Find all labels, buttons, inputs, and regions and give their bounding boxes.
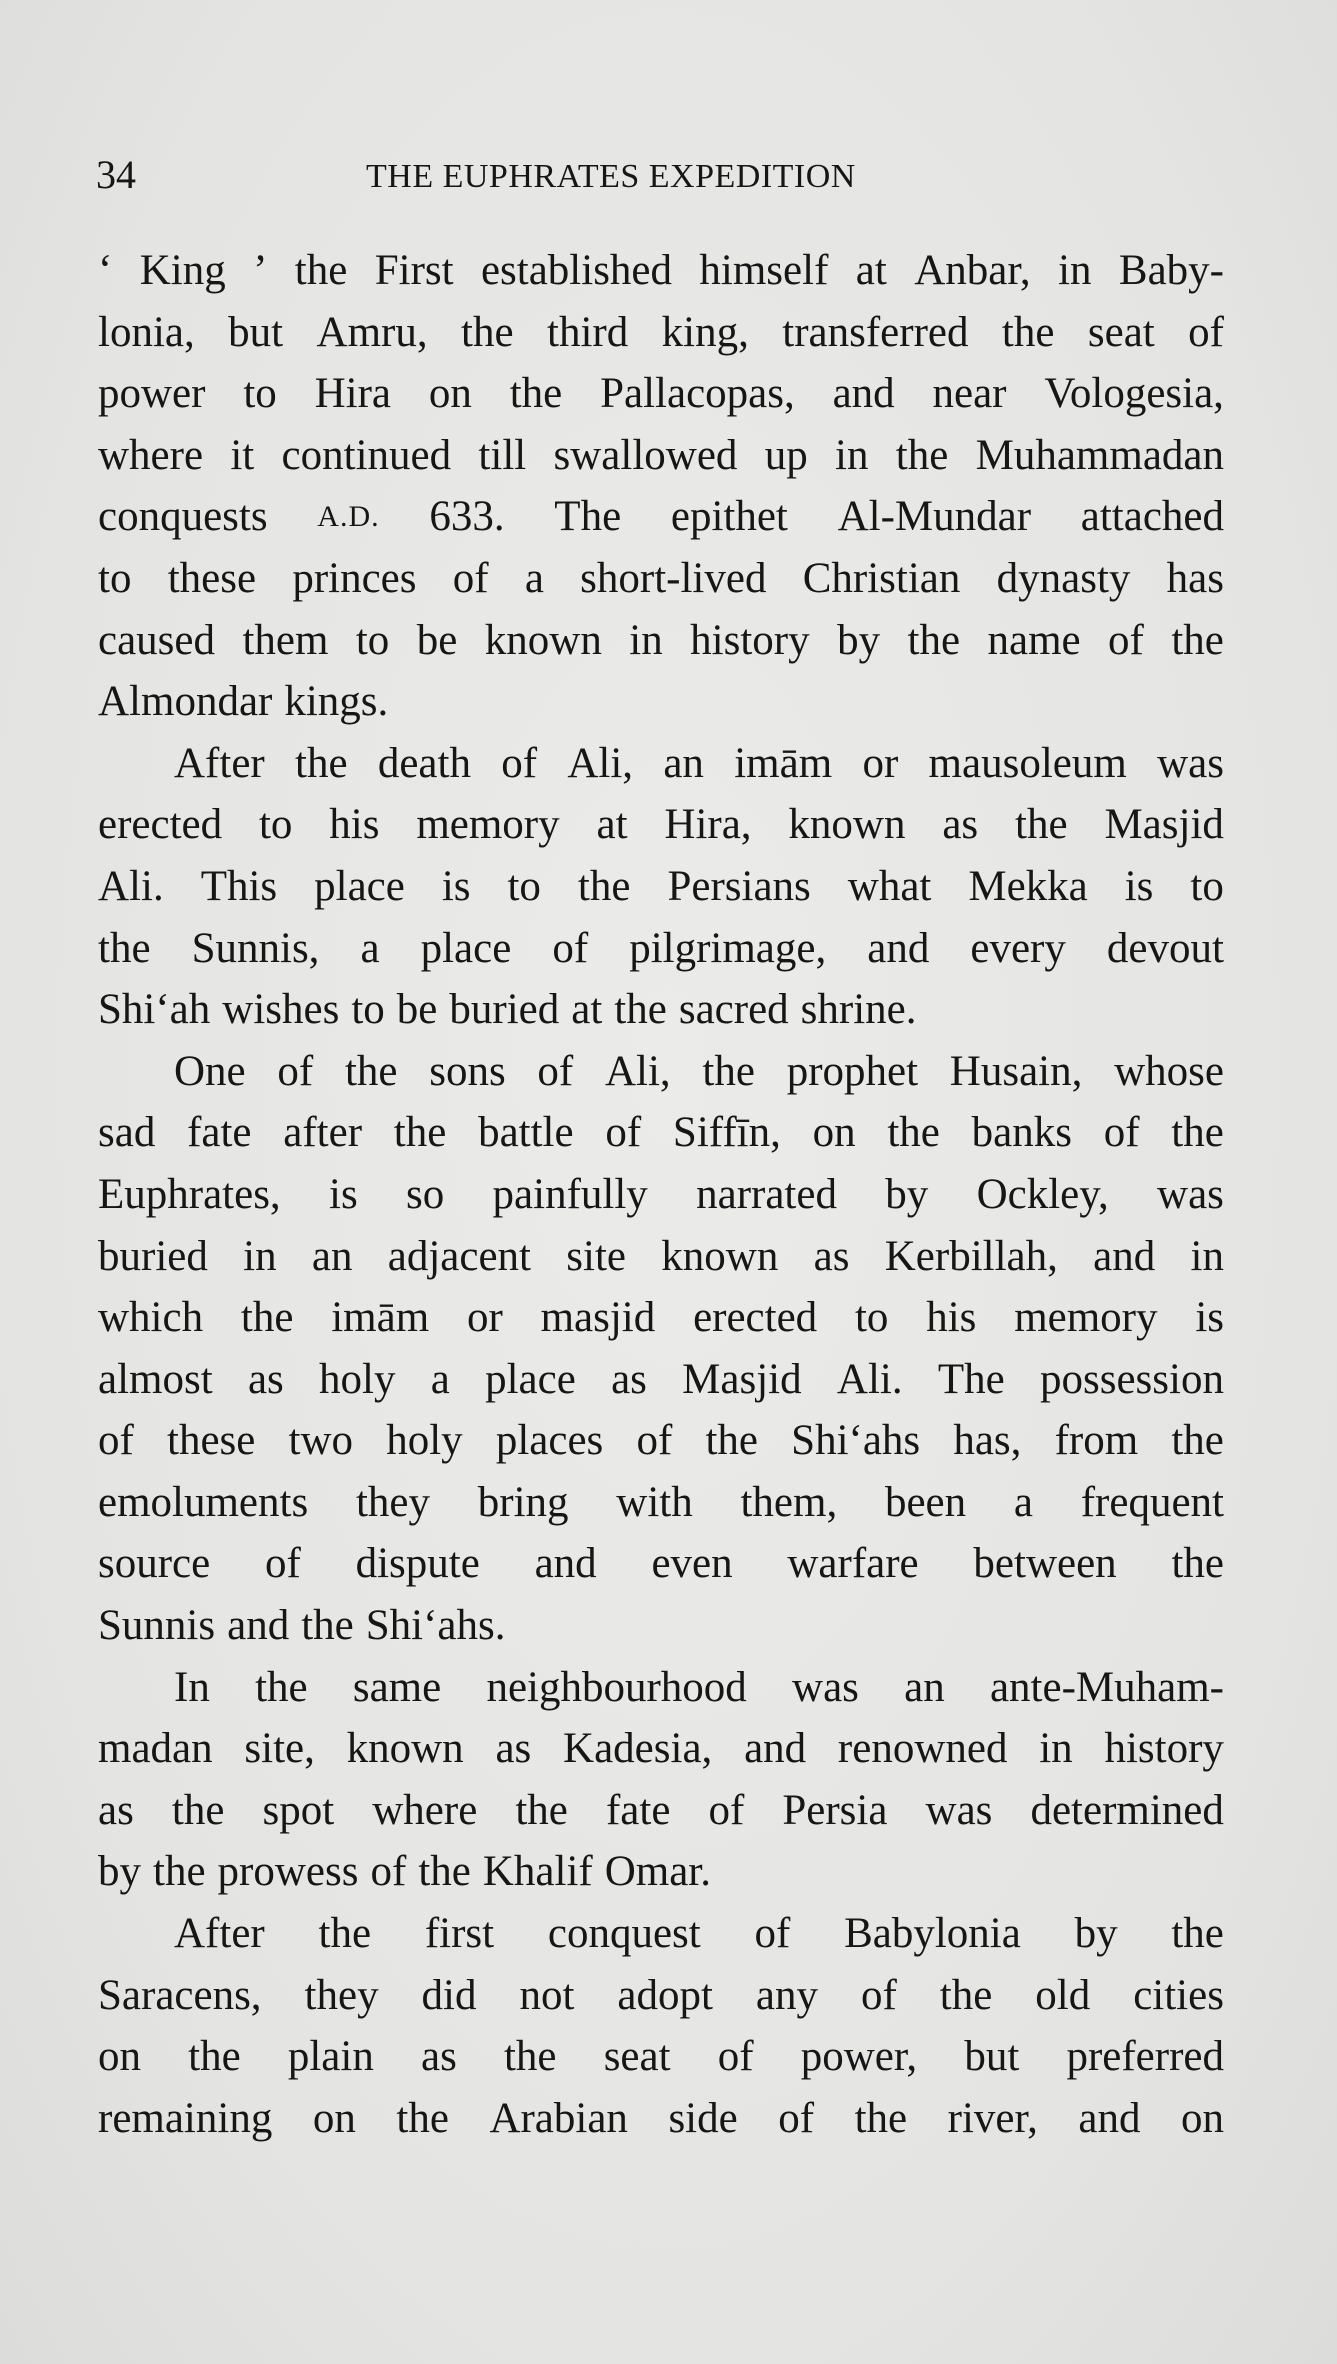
text-line: One of the sons of Ali, the prophet Husain, whose [174, 1047, 1224, 1095]
text-line: source of dispute and even warfare between the [98, 1540, 1224, 1588]
page-header [96, 150, 1226, 200]
body-text [98, 240, 1224, 2149]
text-line: After the first conquest of Babylonia by the [174, 1910, 1224, 1958]
text-line: as the spot where the fate of Persia was determined [98, 1786, 1224, 1834]
text-line: sad fate after the battle of Siffīn, on the banks of the [98, 1109, 1224, 1157]
text-line: Sunnis and the Shi‘ahs. [98, 1602, 506, 1650]
text-line: caused them to be known in history by the name of the [98, 616, 1224, 664]
text-line: Ali. This place is to the Persians what Mekka is to [98, 862, 1224, 910]
text-line: Almondar kings. [98, 678, 389, 726]
running-head: THE EUPHRATES EXPEDITION [366, 158, 856, 195]
text-line: where it continued till swallowed up in the Muhammadan [98, 431, 1224, 479]
text-line: madan site, known as Kadesia, and renowned in history [98, 1725, 1224, 1773]
text-line: erected to his memory at Hira, known as the Masjid [98, 801, 1224, 849]
text-line: on the plain as the seat of power, but preferred [98, 2033, 1224, 2081]
page-number: 34 [96, 152, 136, 197]
text-line: almost as holy a place as Masjid Ali. The possession [98, 1355, 1224, 1403]
text-line: Saracens, they did not adopt any of the old cities [98, 1971, 1224, 2019]
text-line: conquests A.D. 633. The epithet Al-Mundar attached [98, 493, 1224, 541]
text-line: ‘ King ’ the First established himself at Anbar, in Baby- [98, 247, 1224, 294]
text-line: Euphrates, is so painfully narrated by Ockley, was [98, 1170, 1224, 1218]
text-line: lonia, but Amru, the third king, transferred the seat of [98, 308, 1224, 356]
text-line: After the death of Ali, an imām or mausoleum was [174, 739, 1224, 787]
text-line: to these princes of a short-lived Christian dynasty has [98, 554, 1224, 602]
text-line: Shi‘ah wishes to be buried at the sacred shrine. [98, 986, 917, 1034]
text-line: In the same neighbourhood was an ante-Muham- [174, 1663, 1224, 1711]
text-line: the Sunnis, a place of pilgrimage, and every devout [98, 924, 1224, 972]
text-line: remaining on the Arabian side of the river, and on [98, 2094, 1224, 2142]
text-line: emoluments they bring with them, been a frequent [98, 1478, 1224, 1526]
text-line: power to Hira on the Pallacopas, and near Vologesia, [98, 370, 1224, 418]
text-line: by the prowess of the Khalif Omar. [98, 1848, 712, 1896]
text-line: buried in an adjacent site known as Kerbillah, and in [98, 1232, 1224, 1280]
text-line: which the imām or masjid erected to his memory is [98, 1294, 1224, 1342]
text-line: of these two holy places of the Shi‘ahs has, from the [98, 1417, 1224, 1465]
